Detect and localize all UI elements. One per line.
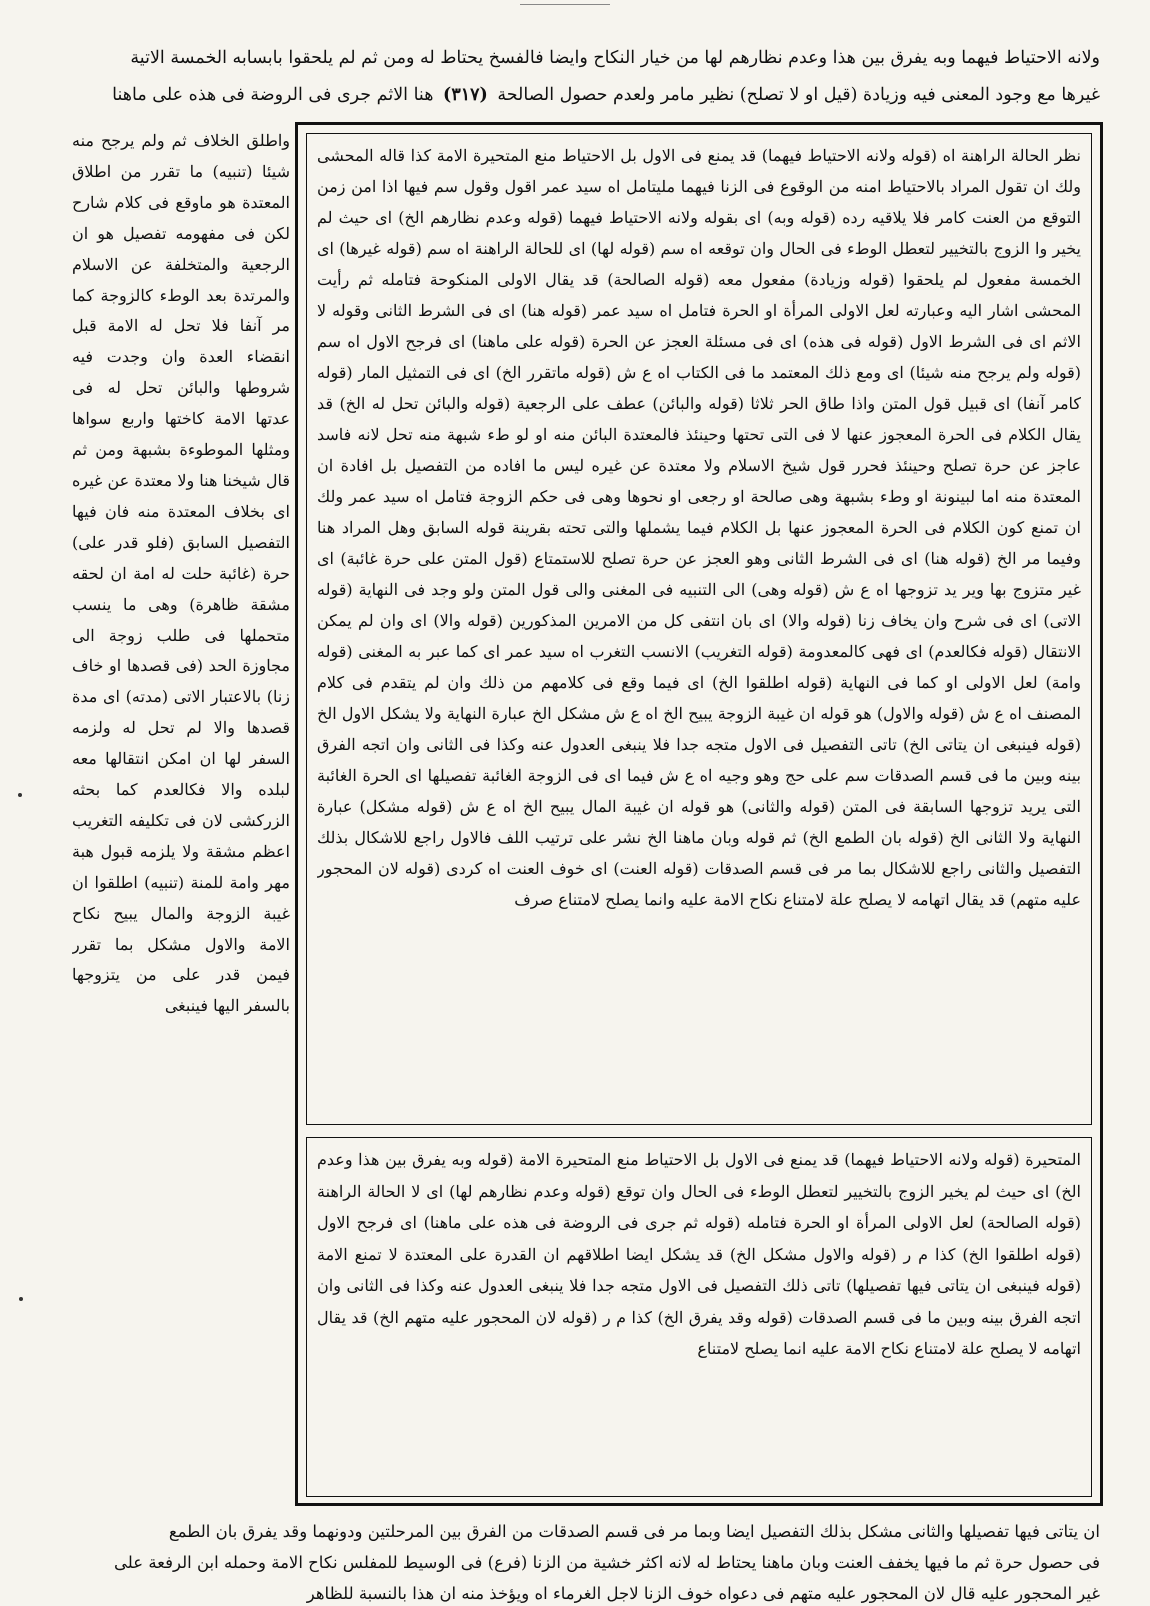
- top-text-block: [70, 40, 1100, 114]
- top-line-2-tail: هنا الاثم جرى فى الروضة فى هذه على ماهنا: [112, 85, 434, 105]
- margin-dot: [19, 1297, 23, 1301]
- main-text-column: واطلق الخلاف ثم ولم يرجح منه شيئا (تنبيه) ما تقرر من اطلاق المعتدة هو ماوقع فى كلام شارح لكن فى مفهومه تفصيل هو ان الرجعية والمتخلفة عن الاسلام والمرتدة بعد الوطء كالزوجة كما مر آنفا فلا تحل له الامة قبل انقضاء العدة وان وجدت فيه شروطها والبائن تحل له فى عدتها الامة كاختها واربع سواها ومثلها الموطوءة بشبهة ومن ثم قال شيخنا هنا ولا معتدة عن غيره اى بخلاف المعتدة منه فان فيها التفصيل السابق (فلو قدر على) حرة (غائبة حلت له امة ان لحقه مشقة ظاهرة) وهى ما ينسب متحملها فى طلب زوجة الى مجاوزة الحد (فى قصدها او خاف زنا) بالاعتبار الاتى (مدته) اى مدة قصدها والا لم تحل له ولزمه السفر لها ان امكن انتقالها معه لبلده والا فكالعدم كما بحثه الزركشى لان فى تكليفه التغريب اعظم مشقة ولا يلزمه قبول هبة مهر وامة للمنة (تنبيه) اطلقوا ان غيبة الزوجة والمال يبيح نكاح الامة والاول مشكل بما تقرر فيمن قدر على من يتزوجها بالسفر اليها فينبغى: [72, 131, 290, 1016]
- bottom-line-2: فى حصول حرة ثم ما فيها يخفف العنت وبان ماهنا يحتاط له لانه اكثر خشية من الزنا (فرع) فى الوسيط للمفلس نكاح الامة وحمله ابن الرفعة على: [114, 1553, 1100, 1572]
- top-line-2-text: غيرها مع وجود المعنى فيه وزيادة (قيل او لا تصلح) نظير مامر ولعدم حصول الصالحة: [497, 85, 1100, 105]
- upper-commentary-box: [306, 133, 1092, 1125]
- bottom-line-3: غير المحجور عليه قال لان المحجور عليه متهم فى دعواه خوف الزنا لاجل الغرماء اه ويؤخذ منه ان هذا بالنسبة للظاهر: [306, 1584, 1100, 1603]
- margin-dot: [18, 793, 22, 797]
- top-rule: [520, 4, 610, 5]
- top-line-1: ولانه الاحتياط فيهما وبه يفرق بين هذا وعدم نظارهم لها من خيار النكاح وايضا فالفسخ يحتاط له ومن ثم لم يلحقوا بابسابه الخمسة الاتية: [130, 48, 1100, 68]
- upper-commentary-text: نظر الحالة الراهنة اه (قوله ولانه الاحتياط فيهما) قد يمنع فى الاول بل الاحتياط منع المتحيرة الامة كذا قاله المحشى ولك ان تقول المراد بالاحتياط امنه من الوقوع فى الزنا فيهما مليتامل اه سيد عمر اقول وقول سم فيها اذا امن زمن التوقع من العنت كامر فلا يلاقيه رده (قوله وبه) اى بقوله ولانه الاحتياط فيهما (قوله وعدم نظارهم الخ) اى حيث لم يخير وا الزوج بالتخيير لتعطل الوطء فى الحال وان توقعه اه سم (قوله لها) اى للحالة الراهنة اه سم (قوله غيرها) اى الخمسة مفعول لم يلحقوا (قوله وزيادة) مفعول معه (قوله الصالحة) قد يقال الاولى المنكوحة فتامله ثم رأيت المحشى اشار اليه وعبارته لعل الاولى المرأة او الحرة فتامل اه سيد عمر (قوله هنا) اى فى الشرط الثانى وقوله لا الاثم اى فى الشرط الاول (قوله فى هذه) اى فى مسئلة العجز عن الحرة (قوله على ماهنا) اى فرجح الاول اه سم (قوله ولم يرجح منه شيئا) اى ومع ذلك المعتمد ما فى الكتاب اه ع ش (قوله ماتقرر الخ) اى فى التمثيل المار (قوله كامر آنفا) اى قبيل قول المتن واذا طاق الحر ثلاثا (قوله والبائن) عطف على الرجعية (قوله والبائن تحل له الخ) قد يقال الكلام فى الحرة المعجوز عنها لا فى التى تحتها وحينئذ فالمعتدة البائن منه او لو طء شبهة منه تحل لانه فاسد عاجز عن حرة تصلح وحينئذ فحرر قول شيخ الاسلام ولا معتدة عن غيره ليس ما افاده من التفصيل بل افادة ان المعتدة منه اما لبينونة او وطء بشبهة وهى صالحة او رجعى او نحوها وهى فى حكم الزوجة فتامل اه سيد عمر ولك ان تمنع كون الكلام فى الحرة المعجوز عنها بل الكلام فيما يشملها والتى تحته بقرينة قوله السابق وهل المراد هنا وفيما مر الخ (قوله هنا) اى فى الشرط الثانى وهو العجز عن حرة تصلح للاستمتاع (قول المتن على حرة غائبة) اى غير متزوج بها وير يد تزوجها اه ع ش (قوله وهى) الى التنبيه فى المغنى والى قول المتن ولو وجد فى النهاية (قوله الاتى) اى فى شرح وان يخاف زنا (قوله والا) اى بان انتفى كل من الامرين المذكورين (قوله والا) اى وان لم يمكن الانتقال (قوله فكالعدم) اى فهى كالمعدومة (قوله التغريب) الانسب التغرب اه سيد عمر اى كما عبر به المغنى (قوله وامة) لعل الاولى او كما فى النهاية (قوله اطلقوا الخ) اى فيما وقع فى كلامهم من ذلك وان لم يتقدم فى كلام المصنف اه ع ش (قوله والاول) هو قوله ان غيبة الزوجة يبيح الخ اه ع ش مشكل الخ عبارة النهاية ولا يشكل الاول الخ (قوله فينبغى ان يتاتى الخ) تاتى التفصيل فى الاول متجه جدا فلا ينبغى العدول عنه وكذا فى الثانى وان اتجه الفرق بينه وبين ما فى قسم الصدقات سم على حج وهو وجيه اه ع ش فيما اى فى الزوجة الغائبة تفصيلها اى الحرة الغائبة التى يريد تزوجها السابقة فى المتن (قوله والثانى) هو قوله ان غيبة المال يبيح الخ اه ع ش (قوله مشكل) عبارة النهاية ولا الثانى الخ (قوله بان الطمع الخ) ثم قوله وبان ماهنا الخ نشر على ترتيب اللف فالاول راجع للاشكال بذلك التفصيل والثانى راجع للاشكال بما مر فى قسم الصدقات (قوله العنت) اى خوف العنت اه كردى (قوله لان المحجور عليه متهم) قد يقال اتهامه لا يصلح علة لامتناع نكاح الامة عليه وانما يصلح لامتناع صرف: [317, 146, 1081, 909]
- top-line-2: [70, 77, 1100, 114]
- lower-commentary-text: المتحيرة (قوله ولانه الاحتياط فيهما) قد يمنع فى الاول بل الاحتياط منع المتحيرة الامة (قوله وبه يفرق بين هذا وعدم الخ) اى حيث لم يخير الزوج بالتخيير لتعطل الوطء فى الحال وان توقع (قوله وعدم نظارهم لها) اى لا الحالة الراهنة (قوله الصالحة) لعل الاولى المرأة او الحرة فتامله (قوله ثم جرى فى الروضة فى هذه على ماهنا) اى فرجح الاول (قوله اطلقوا الخ) كذا م ر (قوله والاول مشكل الخ) قد يشكل ايضا اطلاقهم ان القدرة على المعتدة لا تمنع الامة (قوله فينبغى ان يتاتى فيها تفصيلها) تاتى ذلك التفصيل فى الاول متجه جدا فلا ينبغى العدول عنه وكذا فى الثانى وان اتجه الفرق بينه وبين ما فى قسم الصدقات (قوله وقد يفرق الخ) كذا م ر (قوله لان المحجور عليه متهم الخ) قد يقال اتهامه لا يصلح علة لامتناع نكاح الامة عليه انما يصلح لامتناع: [317, 1150, 1081, 1358]
- bottom-text-block: [70, 1516, 1100, 1606]
- lower-commentary-box: [306, 1137, 1092, 1497]
- bottom-line-1: ان يتاتى فيها تفصيلها والثانى مشكل بذلك التفصيل ايضا وبما مر فى قسم الصدقات من الفرق بين المرحلتين ودونهما وقد يفرق بان الطمع: [168, 1522, 1100, 1541]
- commentary-frame: [295, 122, 1103, 1506]
- page-number: (٣١٧): [443, 85, 488, 105]
